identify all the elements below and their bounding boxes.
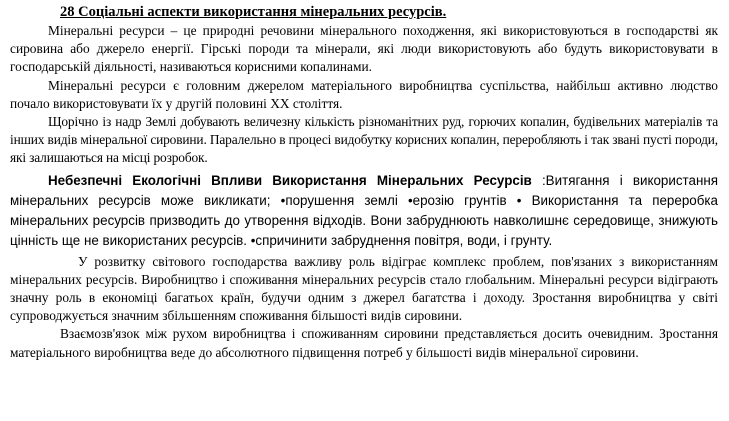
- document-title: 28 Соціальні аспекти використання мінеральних ресурсів.: [60, 4, 447, 20]
- ecological-impacts-body: :Витягання і використання мінеральних ресурсів може викликати; •порушення землі •ерозію грунтів • Використання та переробка мінеральних ресурсів призводить до утворення відходів. Вони забруднюють навколишнє середовище, знижують цінність ще не використаних ресурсів. •спричинити забруднення повітря, води, і грунту.: [10, 172, 719, 248]
- paragraph-extraction: Щорічно із надр Землі добувають величезну кількість різноманітних руд, горючих копалин, будівельних матеріалів та інших видів мінеральної сировини. Паралельно в процесі видобутку корисних копалин, переробляють і так звані пусті породи, які залишаються на місці розробок.: [10, 114, 718, 166]
- paragraph-global-economy: У розвитку світового господарства важливу роль відіграє комплекс проблем, пов'язаних з використанням мінеральних ресурсів. Виробництво і споживання мінеральних ресурсів стало глобальним. Мінеральні ресурси відіграють значну роль в економіці багатьох країн, будучи одним з джерел багатства і доходу. Зростання виробництва у світі супроводжується значним збільшенням споживання більшості видів сировини.: [10, 253, 718, 324]
- paragraph-definition: Мінеральні ресурси – це природні речовини мінерального походження, які використовуються в господарстві як сировина або джерело енергії. Гірські породи та мінерали, які люди використовують або будуть використовувати в господарській діяльності, називаються корисними копалинами.: [10, 23, 718, 75]
- paragraph-production-consumption: Взаємозв'язок між рухом виробництва і споживанням сировини представляється досить очевидним. Зростання матеріального виробництва веде до абсолютного підвищення потреб у більшості видів мінеральної сировини.: [10, 326, 718, 360]
- paragraph-importance: Мінеральні ресурси є головним джерелом матеріального виробництва суспільства, найбільш активно людство почало використовувати їх у другій половині ХХ століття.: [10, 77, 718, 111]
- paragraph-ecological-impacts: [10, 171, 718, 251]
- ecological-impacts-heading: Небезпечні Екологічні Впливи Використання Мінеральних Ресурсів: [48, 172, 532, 188]
- document-page: [10, 3, 718, 362]
